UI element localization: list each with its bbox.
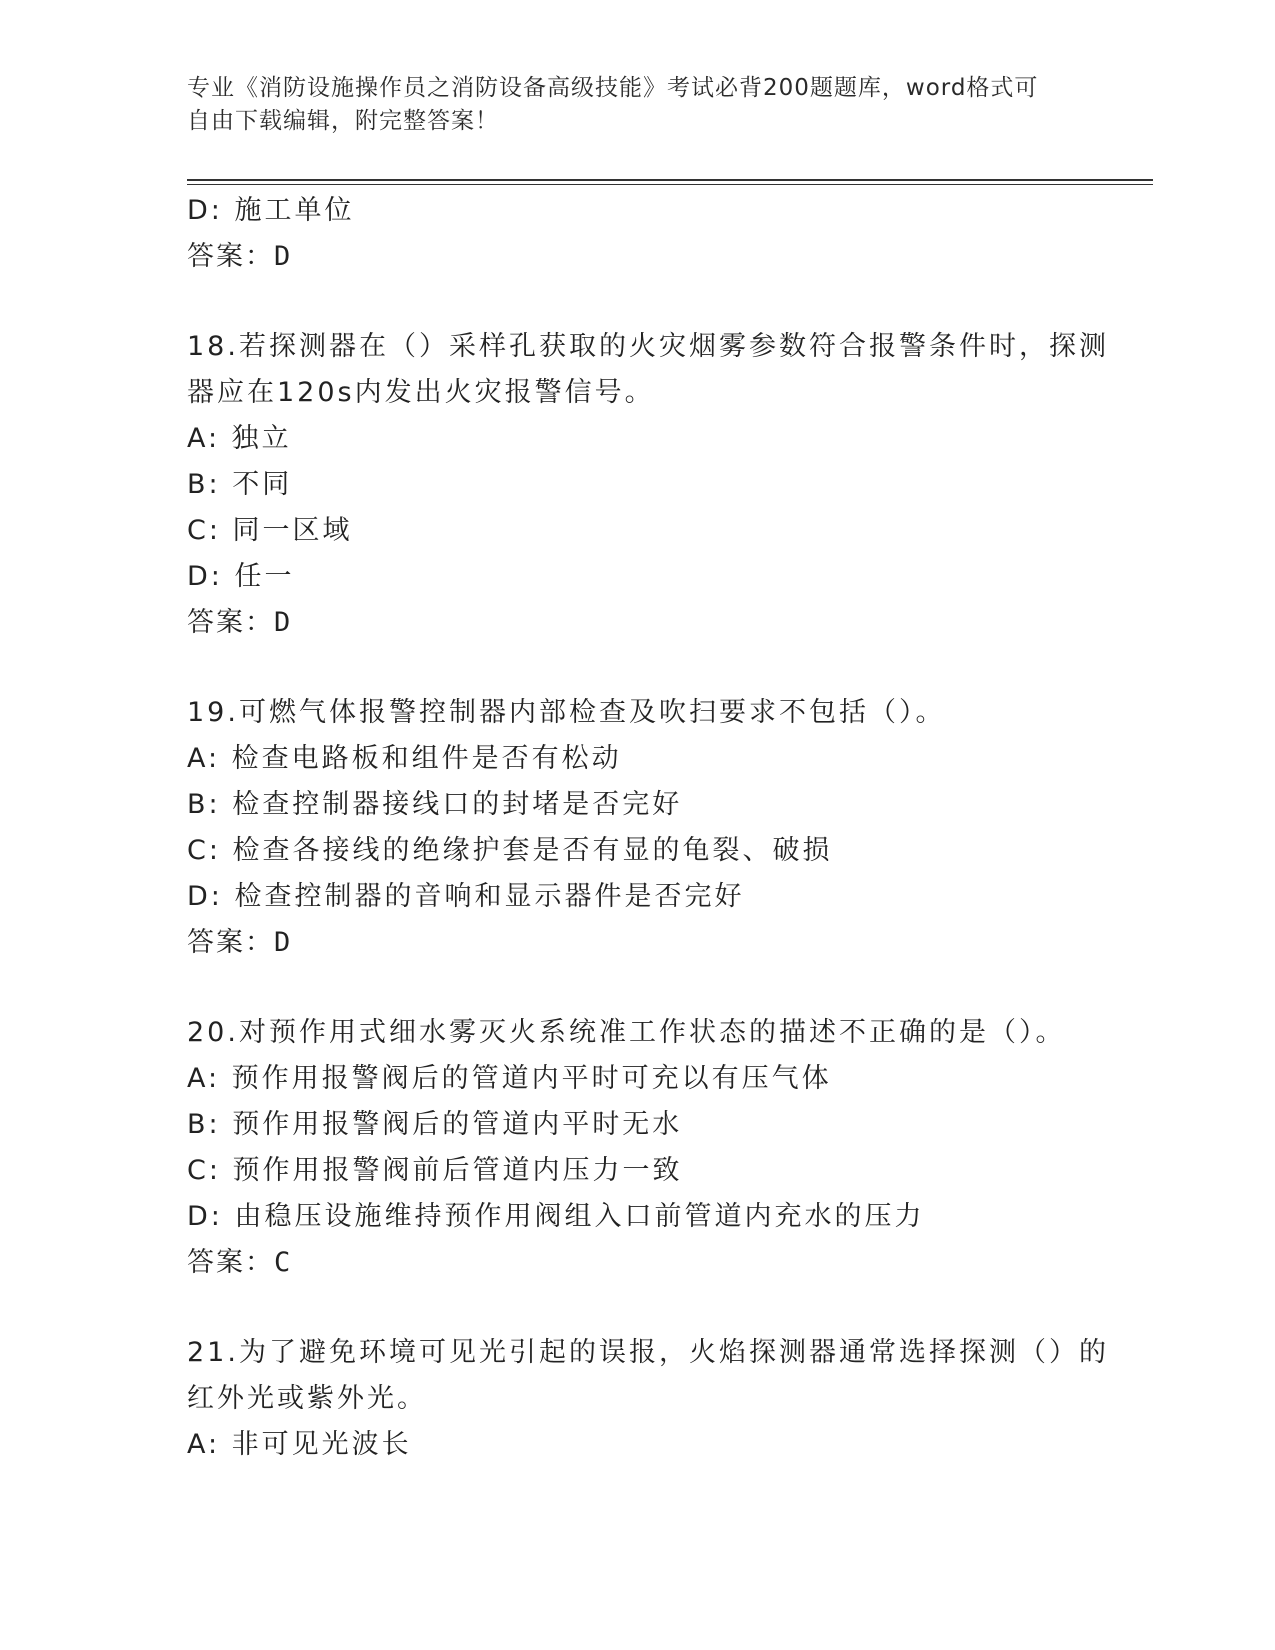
option-d: D: 任一 — [187, 561, 295, 592]
question-text-line-1: 21.为了避免环境可见光引起的误报，火焰探测器通常选择探测（）的 — [187, 1337, 1109, 1368]
question-text-line-2: 红外光或紫外光。 — [187, 1383, 427, 1414]
option-a: A: 非可见光波长 — [187, 1429, 412, 1460]
question-list — [187, 188, 1109, 1468]
option-d: D: 检查控制器的音响和显示器件是否完好 — [187, 881, 745, 912]
answer-line: 答案：C — [187, 1247, 293, 1278]
header-line-2: 自由下载编辑，附完整答案！ — [187, 108, 499, 134]
question-text-line-1: 20.对预作用式细水雾灭火系统准工作状态的描述不正确的是（）。 — [187, 1017, 1066, 1048]
header-line-1: 专业《消防设施操作员之消防设备高级技能》考试必背200题题库，word格式可 — [187, 75, 1039, 101]
question-text-line-2: 器应在120s内发出火灾报警信号。 — [187, 377, 655, 408]
option-a: A: 检查电路板和组件是否有松动 — [187, 743, 622, 774]
answer-line: 答案：D — [187, 927, 293, 958]
option-b: B: 不同 — [187, 469, 293, 500]
answer-line: 答案：D — [187, 241, 293, 272]
prev-question-block — [187, 188, 1087, 280]
question-text-line-1: 19.可燃气体报警控制器内部检查及吹扫要求不包括（）。 — [187, 697, 946, 728]
option-d: D: 施工单位 — [187, 195, 355, 226]
option-a: A: 独立 — [187, 423, 292, 454]
option-b: B: 预作用报警阀后的管道内平时无水 — [187, 1109, 683, 1140]
option-c: C: 同一区域 — [187, 515, 353, 546]
option-d: D: 由稳压设施维持预作用阀组入口前管道内充水的压力 — [187, 1201, 925, 1232]
option-b: B: 检查控制器接线口的封堵是否完好 — [187, 789, 683, 820]
option-c: C: 检查各接线的绝缘护套是否有显的龟裂、破损 — [187, 835, 833, 866]
option-c: C: 预作用报警阀前后管道内压力一致 — [187, 1155, 683, 1186]
answer-line: 答案：D — [187, 607, 293, 638]
question-20 — [187, 1010, 1087, 1286]
document-header — [187, 72, 1067, 138]
question-18 — [187, 324, 1109, 646]
header-rule-thin — [187, 184, 1153, 185]
question-19 — [187, 690, 1087, 966]
header-rule-thick — [187, 179, 1153, 181]
question-text-line-1: 18.若探测器在（）采样孔获取的火灾烟雾参数符合报警条件时，探测 — [187, 331, 1109, 362]
question-21 — [187, 1330, 1109, 1468]
option-a: A: 预作用报警阀后的管道内平时可充以有压气体 — [187, 1063, 832, 1094]
